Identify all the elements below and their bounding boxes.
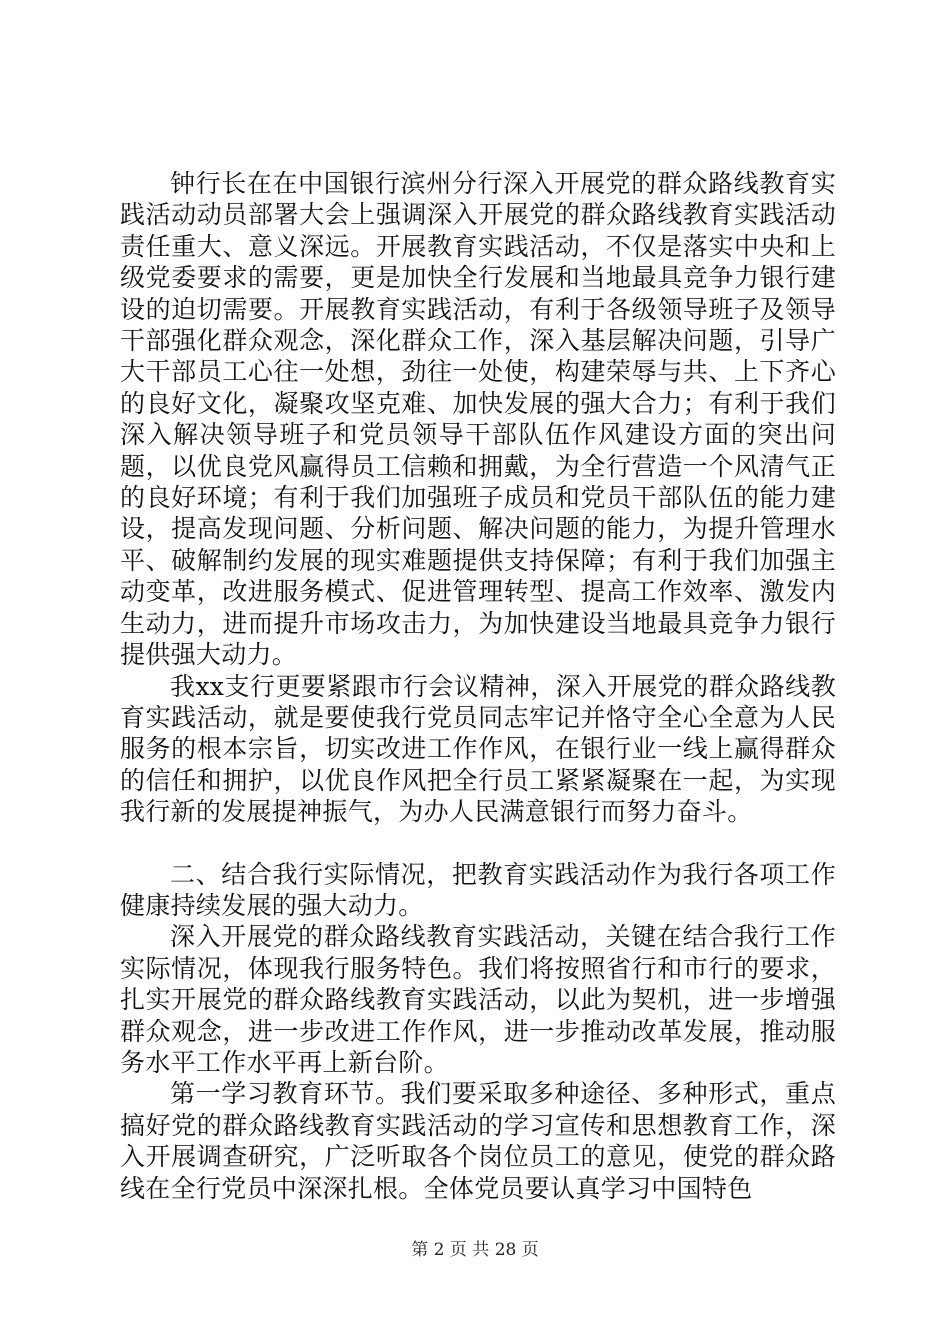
page-number-footer: 第 2 页 共 28 页: [411, 1240, 539, 1260]
document-body: [120, 168, 836, 1204]
section-heading-2: 二、结合我行实际情况，把教育实践活动作为我行各项工作健康持续发展的强大动力。: [120, 859, 836, 920]
paragraph-2: 我xx支行更要紧跟市行会议精神，深入开展党的群众路线教育实践活动，就是要使我行党员同志牢记并恪守全心全意为人民服务的根本宗旨，切实改进工作作风，在银行业一线上赢得群众的信任和拥护，以优良作风把全行员工紧紧凝聚在一起，为实现我行新的发展提神振气，为办人民满意银行而努力奋斗。: [120, 671, 836, 827]
paragraph-3: 深入开展党的群众路线教育实践活动，关键在结合我行工作实际情况，体现我行服务特色。我们将按照省行和市行的要求，扎实开展党的群众路线教育实践活动，以此为契机，进一步增强群众观念，进一步改进工作作风，进一步推动改革发展，推动服务水平工作水平再上新台阶。: [120, 922, 836, 1077]
paragraph-1: 钟行长在在中国银行滨州分行深入开展党的群众路线教育实践活动动员部署大会上强调深入开展党的群众路线教育实践活动责任重大、意义深远。开展教育实践活动，不仅是落实中央和上级党委要求的需要，更是加快全行发展和当地最具竞争力银行建设的迫切需要。开展教育实践活动，有利于各级领导班子及领导干部强化群众观念，深化群众工作，深入基层解决问题，引导广大干部员工心往一处想，劲往一处使，构建荣辱与共、上下齐心的良好文化，凝聚攻坚克难、加快发展的强大合力；有利于我们深入解决领导班子和党员领导干部队伍作风建设方面的突出问题，以优良党风赢得员工信赖和拥戴，为全行营造一个风清气正的良好环境；有利于我们加强班子成员和党员干部队伍的能力建设，提高发现问题、分析问题、解决问题的能力，为提升管理水平、破解制约发展的现实难题提供支持保障；有利于我们加强主动变革，改进服务模式、促进管理转型、提高工作效率、激发内生动力，进而提升市场攻击力，为加快建设当地最具竞争力银行提供强大动力。: [120, 169, 836, 670]
paragraph-4: 第一学习教育环节。我们要采取多种途径、多种形式，重点搞好党的群众路线教育实践活动的学习宣传和思想教育工作，深入开展调查研究，广泛听取各个岗位员工的意见，使党的群众路线在全行党员中深深扎根。全体党员要认真学习中国特色: [120, 1079, 836, 1203]
